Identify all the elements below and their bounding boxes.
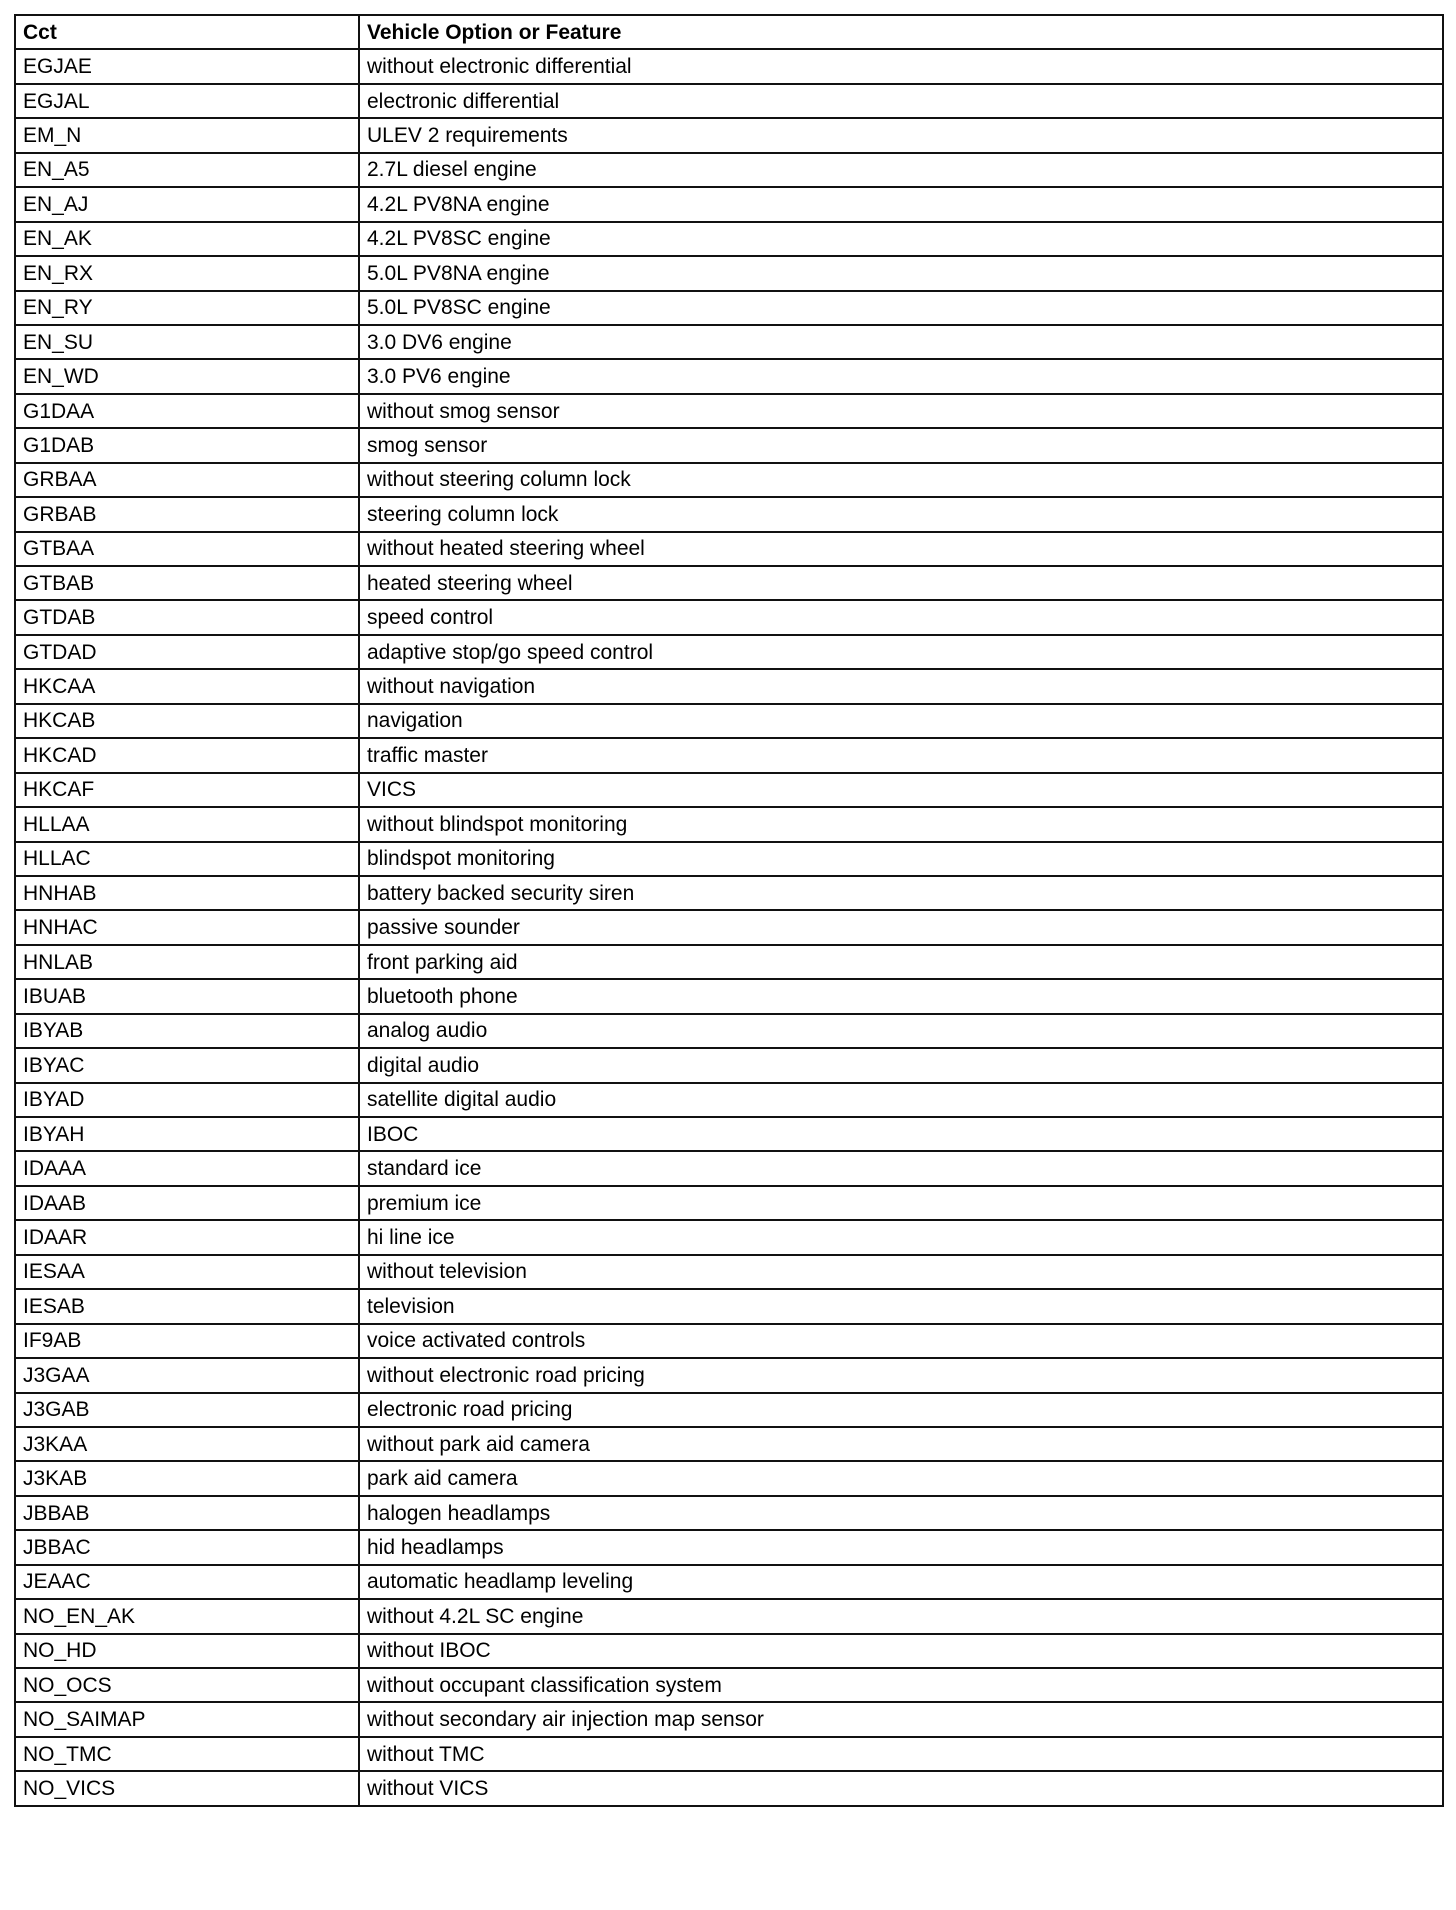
table-row	[15, 773, 1443, 807]
feature-description-cell: without television	[359, 1255, 1443, 1289]
feature-description-cell: without smog sensor	[359, 394, 1443, 428]
table-row	[15, 842, 1443, 876]
feature-description-cell: without park aid camera	[359, 1427, 1443, 1461]
table-row	[15, 1358, 1443, 1392]
cct-code-cell: NO_TMC	[15, 1737, 359, 1771]
cct-code-cell: IDAAR	[15, 1220, 359, 1254]
header-cct: Cct	[15, 15, 359, 49]
cct-code-cell: NO_EN_AK	[15, 1599, 359, 1633]
table-row	[15, 669, 1443, 703]
cct-code-cell: EN_RX	[15, 256, 359, 290]
feature-description-cell: electronic differential	[359, 84, 1443, 118]
table-row	[15, 1634, 1443, 1668]
cct-code-cell: J3GAA	[15, 1358, 359, 1392]
feature-description-cell: park aid camera	[359, 1461, 1443, 1495]
header-row	[15, 15, 1443, 49]
feature-description-cell: digital audio	[359, 1048, 1443, 1082]
feature-description-cell: without blindspot monitoring	[359, 807, 1443, 841]
cct-code-cell: JBBAB	[15, 1496, 359, 1530]
feature-description-cell: hi line ice	[359, 1220, 1443, 1254]
feature-description-cell: steering column lock	[359, 497, 1443, 531]
table-row	[15, 463, 1443, 497]
cct-code-cell: JEAAC	[15, 1565, 359, 1599]
cct-code-cell: IBYAH	[15, 1117, 359, 1151]
table-row	[15, 187, 1443, 221]
table-row	[15, 1737, 1443, 1771]
table-row	[15, 1151, 1443, 1185]
table-row	[15, 704, 1443, 738]
table-row	[15, 359, 1443, 393]
cct-code-cell: JBBAC	[15, 1530, 359, 1564]
table-row	[15, 1461, 1443, 1495]
table-row	[15, 1186, 1443, 1220]
table-row	[15, 497, 1443, 531]
feature-description-cell: bluetooth phone	[359, 979, 1443, 1013]
feature-description-cell: satellite digital audio	[359, 1083, 1443, 1117]
cct-code-cell: EN_SU	[15, 325, 359, 359]
table-row	[15, 153, 1443, 187]
feature-description-cell: halogen headlamps	[359, 1496, 1443, 1530]
cct-code-cell: IBYAC	[15, 1048, 359, 1082]
table-row	[15, 1117, 1443, 1151]
table-row	[15, 1255, 1443, 1289]
feature-description-cell: 5.0L PV8NA engine	[359, 256, 1443, 290]
feature-description-cell: without navigation	[359, 669, 1443, 703]
feature-description-cell: adaptive stop/go speed control	[359, 635, 1443, 669]
feature-description-cell: premium ice	[359, 1186, 1443, 1220]
feature-description-cell: analog audio	[359, 1014, 1443, 1048]
cct-code-cell: J3KAA	[15, 1427, 359, 1461]
cct-code-cell: EGJAL	[15, 84, 359, 118]
feature-description-cell: voice activated controls	[359, 1324, 1443, 1358]
cct-code-cell: HNLAB	[15, 945, 359, 979]
table-row	[15, 1048, 1443, 1082]
table-row	[15, 222, 1443, 256]
cct-code-cell: HLLAC	[15, 842, 359, 876]
cct-code-cell: G1DAA	[15, 394, 359, 428]
cct-code-cell: GTBAB	[15, 566, 359, 600]
feature-description-cell: electronic road pricing	[359, 1393, 1443, 1427]
feature-description-cell: navigation	[359, 704, 1443, 738]
table-row	[15, 1565, 1443, 1599]
table-row	[15, 1668, 1443, 1702]
table-row	[15, 945, 1443, 979]
feature-description-cell: blindspot monitoring	[359, 842, 1443, 876]
table-row	[15, 1220, 1443, 1254]
feature-description-cell: without heated steering wheel	[359, 532, 1443, 566]
table-row	[15, 910, 1443, 944]
cct-code-cell: IBYAB	[15, 1014, 359, 1048]
table-row	[15, 566, 1443, 600]
cct-code-cell: IF9AB	[15, 1324, 359, 1358]
cct-code-cell: HLLAA	[15, 807, 359, 841]
table-row	[15, 49, 1443, 83]
cct-code-cell: IDAAB	[15, 1186, 359, 1220]
feature-description-cell: without VICS	[359, 1771, 1443, 1805]
feature-description-cell: without TMC	[359, 1737, 1443, 1771]
feature-description-cell: without IBOC	[359, 1634, 1443, 1668]
feature-description-cell: 4.2L PV8SC engine	[359, 222, 1443, 256]
cct-code-cell: GRBAA	[15, 463, 359, 497]
feature-description-cell: 3.0 PV6 engine	[359, 359, 1443, 393]
cct-code-cell: GTDAB	[15, 600, 359, 634]
table-row	[15, 807, 1443, 841]
cct-code-cell: EN_AJ	[15, 187, 359, 221]
vehicle-options-table	[14, 14, 1444, 1807]
feature-description-cell: without 4.2L SC engine	[359, 1599, 1443, 1633]
feature-description-cell: without secondary air injection map sensor	[359, 1702, 1443, 1736]
cct-code-cell: J3KAB	[15, 1461, 359, 1495]
feature-description-cell: ULEV 2 requirements	[359, 118, 1443, 152]
feature-description-cell: 3.0 DV6 engine	[359, 325, 1443, 359]
cct-code-cell: GTBAA	[15, 532, 359, 566]
table-row	[15, 1083, 1443, 1117]
cct-code-cell: EN_WD	[15, 359, 359, 393]
cct-code-cell: EN_AK	[15, 222, 359, 256]
table-row	[15, 1530, 1443, 1564]
cct-code-cell: EN_RY	[15, 291, 359, 325]
cct-code-cell: HKCAF	[15, 773, 359, 807]
cct-code-cell: NO_VICS	[15, 1771, 359, 1805]
table-row	[15, 1427, 1443, 1461]
feature-description-cell: front parking aid	[359, 945, 1443, 979]
table-row	[15, 1393, 1443, 1427]
table-row	[15, 428, 1443, 462]
table-row	[15, 291, 1443, 325]
table-row	[15, 532, 1443, 566]
cct-code-cell: HKCAA	[15, 669, 359, 703]
table-row	[15, 1771, 1443, 1805]
table-header	[15, 15, 1443, 49]
table-row	[15, 325, 1443, 359]
table-row	[15, 256, 1443, 290]
table-row	[15, 1599, 1443, 1633]
feature-description-cell: 4.2L PV8NA engine	[359, 187, 1443, 221]
feature-description-cell: VICS	[359, 773, 1443, 807]
feature-description-cell: smog sensor	[359, 428, 1443, 462]
table-row	[15, 84, 1443, 118]
table-row	[15, 1014, 1443, 1048]
table-row	[15, 394, 1443, 428]
cct-code-cell: NO_OCS	[15, 1668, 359, 1702]
cct-code-cell: IESAA	[15, 1255, 359, 1289]
cct-code-cell: IESAB	[15, 1289, 359, 1323]
cct-code-cell: IDAAA	[15, 1151, 359, 1185]
cct-code-cell: HNHAB	[15, 876, 359, 910]
feature-description-cell: standard ice	[359, 1151, 1443, 1185]
feature-description-cell: IBOC	[359, 1117, 1443, 1151]
cct-code-cell: HKCAD	[15, 738, 359, 772]
feature-description-cell: speed control	[359, 600, 1443, 634]
feature-description-cell: 2.7L diesel engine	[359, 153, 1443, 187]
cct-code-cell: NO_SAIMAP	[15, 1702, 359, 1736]
table-row	[15, 876, 1443, 910]
feature-description-cell: hid headlamps	[359, 1530, 1443, 1564]
cct-code-cell: J3GAB	[15, 1393, 359, 1427]
feature-description-cell: automatic headlamp leveling	[359, 1565, 1443, 1599]
feature-description-cell: television	[359, 1289, 1443, 1323]
table-row	[15, 600, 1443, 634]
feature-description-cell: without occupant classification system	[359, 1668, 1443, 1702]
feature-description-cell: heated steering wheel	[359, 566, 1443, 600]
cct-code-cell: IBYAD	[15, 1083, 359, 1117]
table-row	[15, 118, 1443, 152]
feature-description-cell: without electronic road pricing	[359, 1358, 1443, 1392]
feature-description-cell: traffic master	[359, 738, 1443, 772]
cct-code-cell: EM_N	[15, 118, 359, 152]
table-row	[15, 1324, 1443, 1358]
header-vehicle-option: Vehicle Option or Feature	[359, 15, 1443, 49]
cct-code-cell: IBUAB	[15, 979, 359, 1013]
feature-description-cell: battery backed security siren	[359, 876, 1443, 910]
table-row	[15, 1496, 1443, 1530]
feature-description-cell: without steering column lock	[359, 463, 1443, 497]
table-row	[15, 979, 1443, 1013]
feature-description-cell: passive sounder	[359, 910, 1443, 944]
table-body	[15, 49, 1443, 1805]
cct-code-cell: NO_HD	[15, 1634, 359, 1668]
cct-code-cell: HKCAB	[15, 704, 359, 738]
table-row	[15, 738, 1443, 772]
table-row	[15, 1289, 1443, 1323]
cct-code-cell: G1DAB	[15, 428, 359, 462]
table-row	[15, 635, 1443, 669]
cct-code-cell: EN_A5	[15, 153, 359, 187]
table-row	[15, 1702, 1443, 1736]
feature-description-cell: 5.0L PV8SC engine	[359, 291, 1443, 325]
feature-description-cell: without electronic differential	[359, 49, 1443, 83]
document-page	[14, 14, 1442, 1807]
cct-code-cell: GRBAB	[15, 497, 359, 531]
cct-code-cell: EGJAE	[15, 49, 359, 83]
cct-code-cell: HNHAC	[15, 910, 359, 944]
cct-code-cell: GTDAD	[15, 635, 359, 669]
